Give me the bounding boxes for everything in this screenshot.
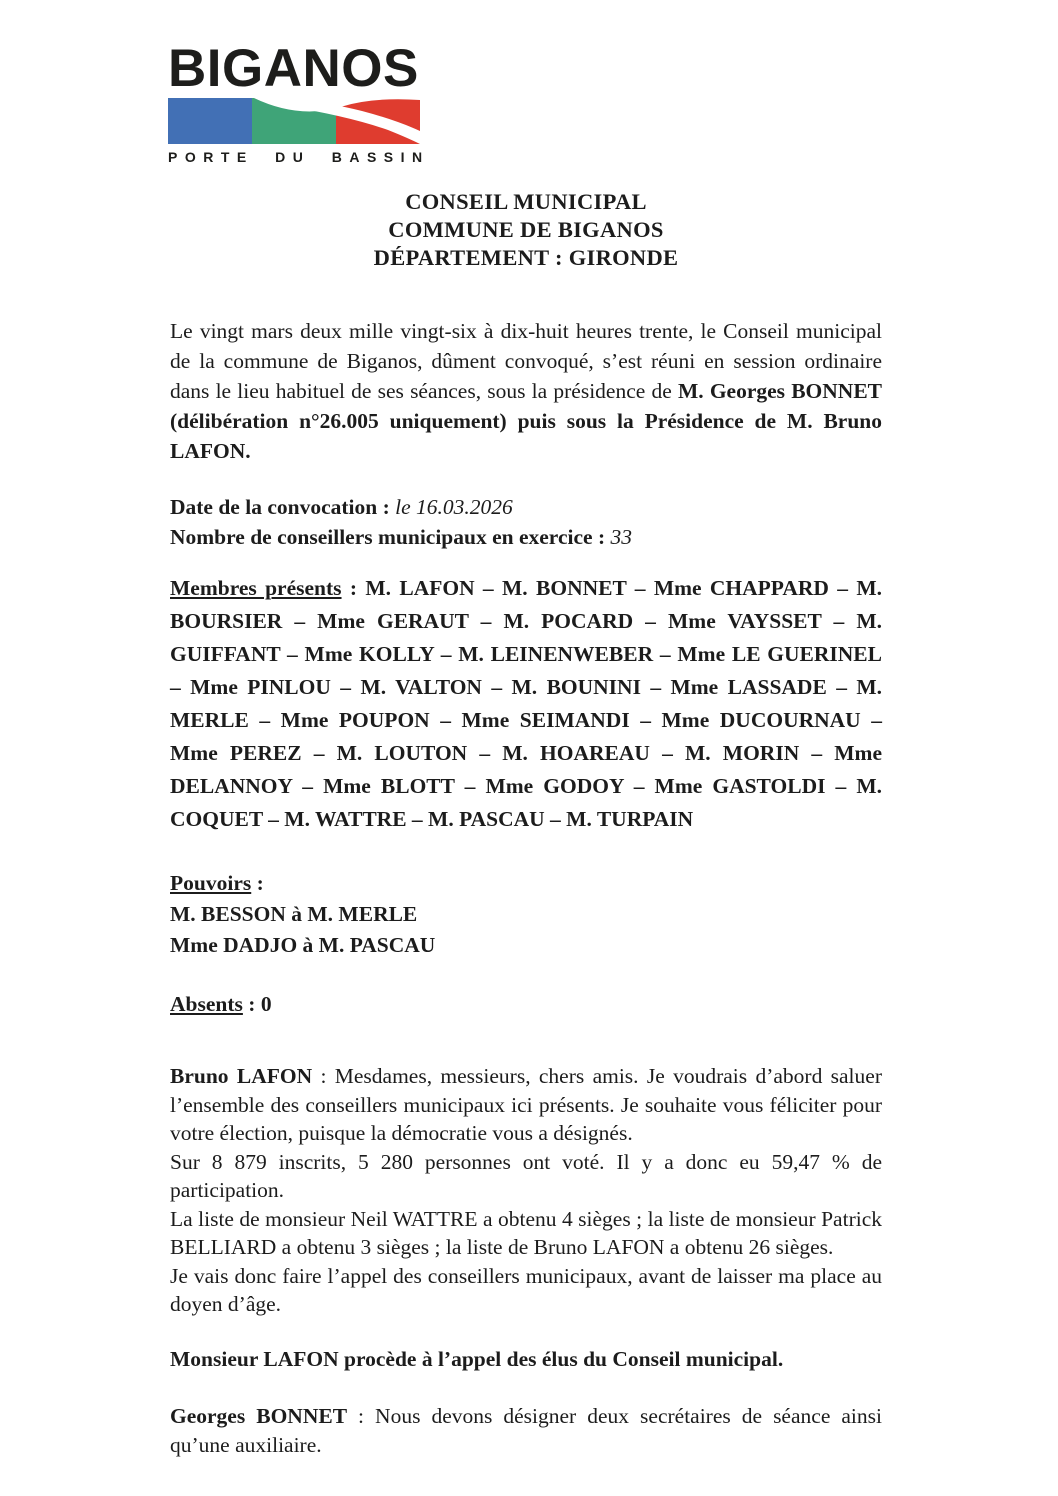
speech-lafon-p2: Sur 8 879 inscrits, 5 280 personnes ont voté. Il y a donc eu 59,47 % de participation. <box>170 1149 882 1202</box>
intro-paragraph <box>170 316 882 466</box>
logo-bar-blue <box>168 98 252 144</box>
speech-lafon-p3: La liste de monsieur Neil WATTRE a obtenu 4 sièges ; la liste de monsieur Patrick BELLIARD a obtenu 3 sièges ; la liste de Bruno LAFON a obtenu 26 sièges. <box>170 1206 882 1259</box>
members-present-list: M. LAFON – M. BONNET – Mme CHAPPARD – M. BOURSIER – Mme GERAUT – M. POCARD – Mme VAYSSET – M. GUIFFANT – Mme KOLLY – M. LEINENWEBER – Mme LE GUERINEL – Mme PINLOU – M. VALTON – M. BOUNINI – Mme LASSADE – M. MERLE – Mme POUPON – Mme SEIMANDI – Mme DUCOURNAU – Mme PEREZ – M. LOUTON – M. HOAREAU – M. MORIN – Mme DELANNOY – Mme BLOTT – Mme GODOY – Mme GASTOLDI – M. COQUET – M. WATTRE – M. PASCAU – M. TURPAIN <box>170 576 882 831</box>
convocation-date-sep: : <box>377 495 396 519</box>
speech-lafon <box>170 1062 882 1319</box>
speech-bonnet-text: Nous devons désigner deux secrétaires de séance ainsi qu’une auxiliaire. <box>170 1403 882 1457</box>
councillors-count-line <box>170 522 882 552</box>
document-body <box>170 188 882 1460</box>
convocation-date-line <box>170 492 882 522</box>
powers-heading <box>170 868 882 899</box>
councillors-count-label: Nombre de conseillers municipaux en exercice <box>170 525 593 549</box>
powers-block <box>170 868 882 961</box>
speech-lafon-p1-text: Mesdames, messieurs, chers amis. Je voudrais d’abord saluer l’ensemble des conseillers municipaux ici présents. Je souhaite vous féliciter pour votre élection, puisque la démocratie vous a désignés. <box>170 1064 882 1145</box>
members-present-paragraph <box>170 572 882 836</box>
power-line-dadjo: Mme DADJO à M. PASCAU <box>170 933 436 957</box>
title-line-departement: DÉPARTEMENT : GIRONDE <box>373 245 679 270</box>
absents-value: 0 <box>260 992 272 1016</box>
members-present-sep: : <box>341 576 366 600</box>
biganos-logo <box>168 39 430 165</box>
members-present-label: Membres présents <box>170 576 342 600</box>
document-title-block <box>170 188 882 272</box>
roll-call-statement: Monsieur LAFON procède à l’appel des élus du Conseil municipal. <box>170 1346 784 1371</box>
meta-block <box>170 492 882 552</box>
speech-lafon-p1 <box>170 1062 882 1148</box>
absents-sep: : <box>242 992 261 1016</box>
speaker-name-lafon: Bruno LAFON <box>170 1064 313 1088</box>
absents-label: Absents <box>170 992 243 1016</box>
absents-line <box>170 989 882 1020</box>
logo-color-bar <box>168 98 420 144</box>
speaker-name-bonnet: Georges BONNET <box>170 1403 348 1428</box>
intro-regular-text: Le vingt mars deux mille vingt-six à dix-huit heures trente, le Conseil municipal de la commune de Biganos, dûment convoqué, s’est réuni en session ordinaire dans le lieu habituel de ses séances, sous la présidence de <box>170 319 882 403</box>
title-line-commune: COMMUNE DE BIGANOS <box>388 217 664 242</box>
powers-label: Pouvoirs <box>170 871 252 895</box>
speech-bonnet-sep: : <box>347 1403 376 1428</box>
title-line-conseil: CONSEIL MUNICIPAL <box>405 189 647 214</box>
councillors-count-sep: : <box>592 525 611 549</box>
convocation-date-label: Date de la convocation <box>170 495 378 519</box>
councillors-count-value: 33 <box>610 525 632 549</box>
convocation-date-value: le 16.03.2026 <box>395 495 513 519</box>
powers-sep: : <box>251 871 264 895</box>
speech-lafon-sep: : <box>312 1064 335 1088</box>
intro-bold-text: M. Georges BONNET (délibération n°26.005 uniquement) puis sous la Présidence de M. Bruno LAFON. <box>170 379 883 463</box>
logo-tagline: PORTE DU BASSIN <box>168 149 430 165</box>
power-line-besson: M. BESSON à M. MERLE <box>170 902 418 926</box>
speech-lafon-p4: Je vais donc faire l’appel des conseillers municipaux, avant de laisser ma place au doyen d’âge. <box>170 1263 882 1316</box>
speech-bonnet <box>170 1402 882 1460</box>
logo-wordmark: BIGANOS <box>168 39 419 98</box>
